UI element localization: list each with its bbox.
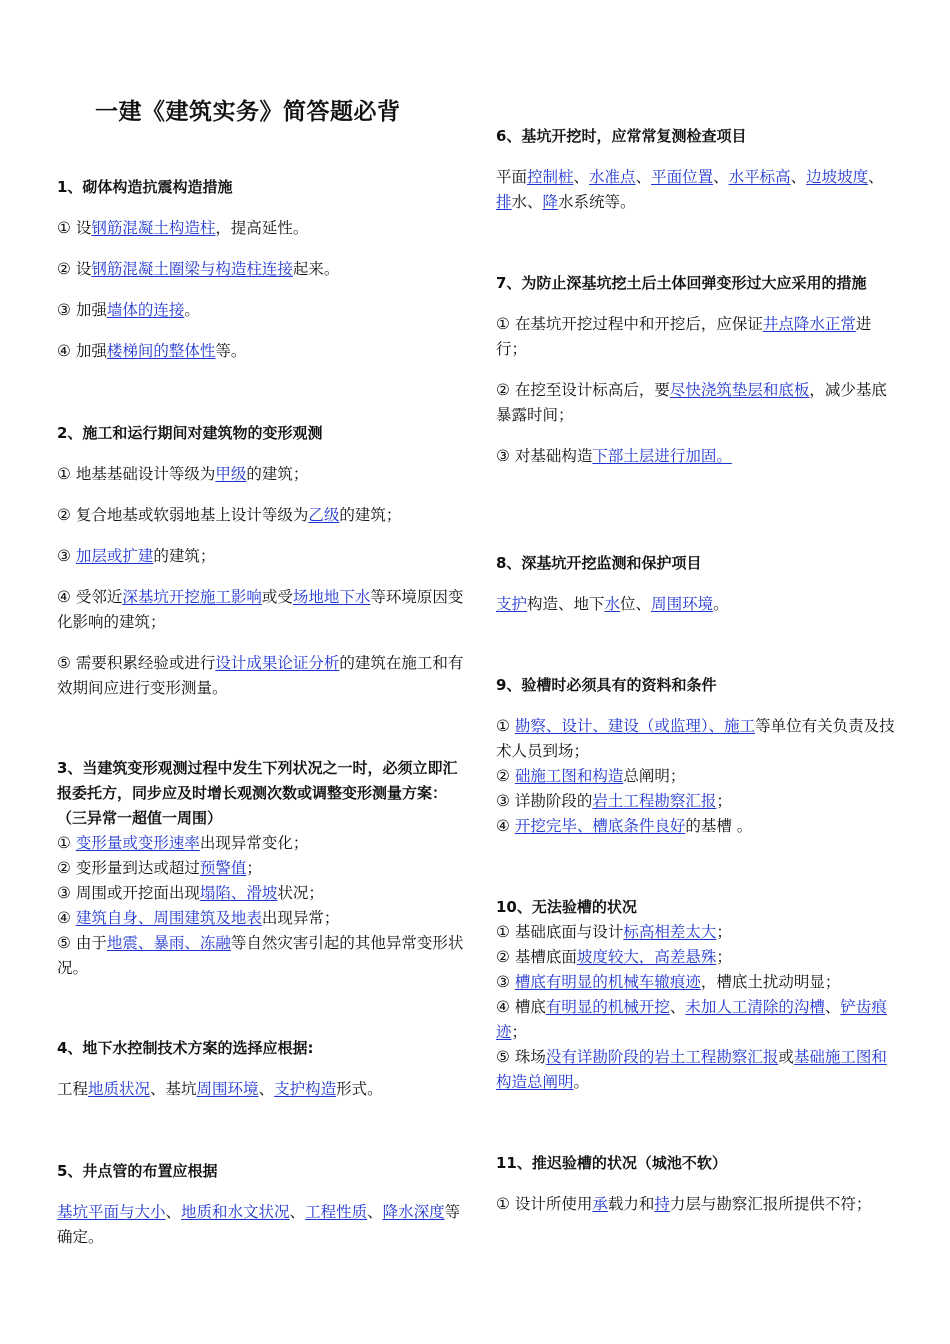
list-item: ③ 加强墙体的连接。 <box>57 301 200 319</box>
link[interactable]: 深基坑开挖施工影响 <box>122 588 262 606</box>
list-item: ④ 建筑自身、周围建筑及地表出现异常； <box>57 909 340 927</box>
list-item: ④ 槽底有明显的机械开挖、未加人工清除的沟槽、铲齿痕迹； <box>496 998 887 1041</box>
link[interactable]: 工程性质 <box>305 1203 368 1221</box>
link[interactable]: 未加人工清除的沟槽 <box>685 998 825 1016</box>
section-10 <box>496 895 896 1095</box>
list-item: ③ 周围或开挖面出现塌陷、滑坡状况； <box>57 884 324 902</box>
list-item: 工程地质状况、基坑周围环境、支护构造形式。 <box>57 1080 383 1098</box>
link[interactable]: 承 <box>592 1195 608 1213</box>
link[interactable]: 岩土工程勘察汇报 <box>592 792 717 810</box>
list-item: 支护构造、地下水位、周围环境。 <box>496 595 729 613</box>
list-item: ⑤ 珠场没有详勘阶段的岩土工程勘察汇报或基础施工图和构造总阐明。 <box>496 1048 887 1091</box>
list-item: ② 复合地基或软弱地基上设计等级为乙级的建筑； <box>57 506 402 524</box>
document-title: 一建《建筑实务》简答题必背 <box>95 99 401 125</box>
list-item: ① 设钢筋混凝土构造柱，提高延性。 <box>57 219 309 237</box>
link[interactable]: 变形量或变形速率 <box>75 834 200 852</box>
section-heading: 4、地下水控制技术方案的选择应根据: <box>57 1039 314 1057</box>
link[interactable]: 开挖完毕、槽底条件良好 <box>514 817 686 835</box>
section-7 <box>496 271 896 469</box>
section-heading: 1、砌体构造抗震构造措施 <box>57 178 233 196</box>
section-1 <box>57 175 464 364</box>
link[interactable]: 支护 <box>496 595 528 613</box>
link[interactable]: 加层或扩建 <box>75 547 154 565</box>
list-item: ④ 受邻近深基坑开挖施工影响或受场地地下水等环境原因变化影响的建筑； <box>57 588 464 631</box>
list-item: ② 基槽底面坡度较大，高差悬殊； <box>496 948 732 966</box>
link[interactable]: 础施工图和构造 <box>514 767 624 785</box>
list-item: ① 变形量或变形速率出现异常变化； <box>57 834 309 852</box>
list-item: ① 勘察、设计、建设（或监理）、施工等单位有关负责及技术人员到场； <box>496 717 895 760</box>
link[interactable]: 井点降水正常 <box>762 315 856 333</box>
link[interactable]: 尽快浇筑垫层和底板 <box>669 381 810 399</box>
link[interactable]: 基础施工图和构造总阐明 <box>496 1048 887 1091</box>
link[interactable]: 地质状况 <box>88 1080 151 1098</box>
list-item: ① 基础底面与设计标高相差太大； <box>496 923 732 941</box>
link[interactable]: 楼梯间的整体性 <box>106 342 216 360</box>
list-item: ③ 对基础构造下部土层进行加固。 <box>496 447 732 465</box>
section-heading: 2、施工和运行期间对建筑物的变形观测 <box>57 424 323 442</box>
list-item: ③ 槽底有明显的机械车辙痕迹，槽底土扰动明显； <box>496 973 841 991</box>
link[interactable]: 有明显的机械开挖 <box>545 998 670 1016</box>
section-5 <box>57 1159 464 1250</box>
section-8 <box>496 551 896 617</box>
link[interactable]: 墙体的连接 <box>106 301 185 319</box>
section-6 <box>496 124 896 215</box>
section-heading: 3、当建筑变形观测过程中发生下列状况之一时，必须立即汇报委托方，同步应及时增长观测次数或调整变形测量方案：（三异常一超值一周围） <box>57 759 458 827</box>
link[interactable]: 标高相差太大 <box>623 923 717 941</box>
link[interactable]: 预警值 <box>199 859 247 877</box>
section-heading: 11、推迟验槽的状况（城池不软） <box>496 1154 727 1172</box>
link[interactable]: 周围环境 <box>196 1080 259 1098</box>
link[interactable]: 地质和水文状况 <box>181 1203 290 1221</box>
section-heading: 8、深基坑开挖监测和保护项目 <box>496 554 702 572</box>
link[interactable]: 降 <box>542 193 559 211</box>
link[interactable]: 建筑自身、周围建筑及地表 <box>75 909 262 927</box>
section-11 <box>496 1151 896 1217</box>
link[interactable]: 水平标高 <box>728 168 791 186</box>
list-item: ⑤ 由于地震、暴雨、冻融等自然灾害引起的其他异常变形状况。 <box>57 934 464 977</box>
link[interactable]: 支护构造 <box>274 1080 337 1098</box>
link[interactable]: 降水深度 <box>382 1203 445 1221</box>
list-item: 基坑平面与大小、地质和水文状况、工程性质、降水深度等确定。 <box>57 1203 461 1246</box>
list-item: ② 在挖至设计标高后，要尽快浇筑垫层和底板，减少基底暴露时间； <box>496 381 887 424</box>
list-item: ② 础施工图和构造总阐明； <box>496 767 686 785</box>
list-item: ④ 加强楼梯间的整体性等。 <box>57 342 247 360</box>
link[interactable]: 坡度较大，高差悬殊 <box>576 948 717 966</box>
link[interactable]: 甲级 <box>215 465 247 483</box>
link[interactable]: 乙级 <box>308 506 340 524</box>
link[interactable]: 铲齿痕迹 <box>496 998 887 1041</box>
link[interactable]: 水 <box>604 595 621 613</box>
list-item: 平面控制桩、水准点、平面位置、水平标高、边坡坡度、排水、降水系统等。 <box>496 168 884 211</box>
section-heading: 7、为防止深基坑挖土后土体回弹变形过大应采用的措施 <box>496 274 867 292</box>
section-4 <box>57 1036 464 1102</box>
link[interactable]: 平面位置 <box>651 168 714 186</box>
link[interactable]: 钢筋混凝土圈梁与构造柱连接 <box>91 260 293 278</box>
section-heading: 10、无法验槽的状况 <box>496 898 637 916</box>
list-item: ① 在基坑开挖过程中和开挖后，应保证井点降水正常进行； <box>496 315 872 358</box>
link[interactable]: 地震、暴雨、冻融 <box>106 934 231 952</box>
link[interactable]: 持 <box>654 1195 670 1213</box>
link[interactable]: 边坡坡度 <box>806 168 869 186</box>
link[interactable]: 水准点 <box>589 168 636 186</box>
link[interactable]: 槽底有明显的机械车辙痕迹 <box>514 973 701 991</box>
list-item: ① 设计所使用承载力和持力层与勘察汇报所提供不符； <box>496 1195 872 1213</box>
link[interactable]: 钢筋混凝土构造柱 <box>91 219 216 237</box>
list-item: ① 地基基础设计等级为甲级的建筑； <box>57 465 309 483</box>
section-9 <box>496 673 896 839</box>
link[interactable]: 设计成果论证分析 <box>215 654 340 672</box>
link[interactable]: 没有详勘阶段的岩土工程勘察汇报 <box>545 1048 779 1066</box>
list-item: ② 设钢筋混凝土圈梁与构造柱连接起来。 <box>57 260 340 278</box>
list-item: ⑤ 需要积累经验或进行设计成果论证分析的建筑在施工和有效期间应进行变形测量。 <box>57 654 464 697</box>
list-item: ② 变形量到达或超过预警值； <box>57 859 262 877</box>
list-item: ③ 详勘阶段的岩土工程勘察汇报； <box>496 792 732 810</box>
link[interactable]: 排 <box>496 193 512 211</box>
link[interactable]: 控制桩 <box>527 168 574 186</box>
link[interactable]: 下部土层进行加固。 <box>592 447 732 465</box>
link[interactable]: 周围环境 <box>651 595 714 613</box>
link[interactable]: 塌陷、滑坡 <box>199 884 278 902</box>
section-heading: 5、井点管的布置应根据 <box>57 1162 218 1180</box>
list-item: ④ 开挖完毕、槽底条件良好的基槽 。 <box>496 817 753 835</box>
list-item: ③ 加层或扩建的建筑； <box>57 547 216 565</box>
section-3 <box>57 756 464 981</box>
section-heading: 9、验槽时必须具有的资料和条件 <box>496 676 717 694</box>
link[interactable]: 基坑平面与大小 <box>57 1203 166 1221</box>
link[interactable]: 勘察、设计、建设（或监理）、施工 <box>514 717 756 735</box>
link[interactable]: 场地地下水 <box>292 588 371 606</box>
section-2 <box>57 421 464 701</box>
section-heading: 6、基坑开挖时，应常常复测检查项目 <box>496 127 747 145</box>
